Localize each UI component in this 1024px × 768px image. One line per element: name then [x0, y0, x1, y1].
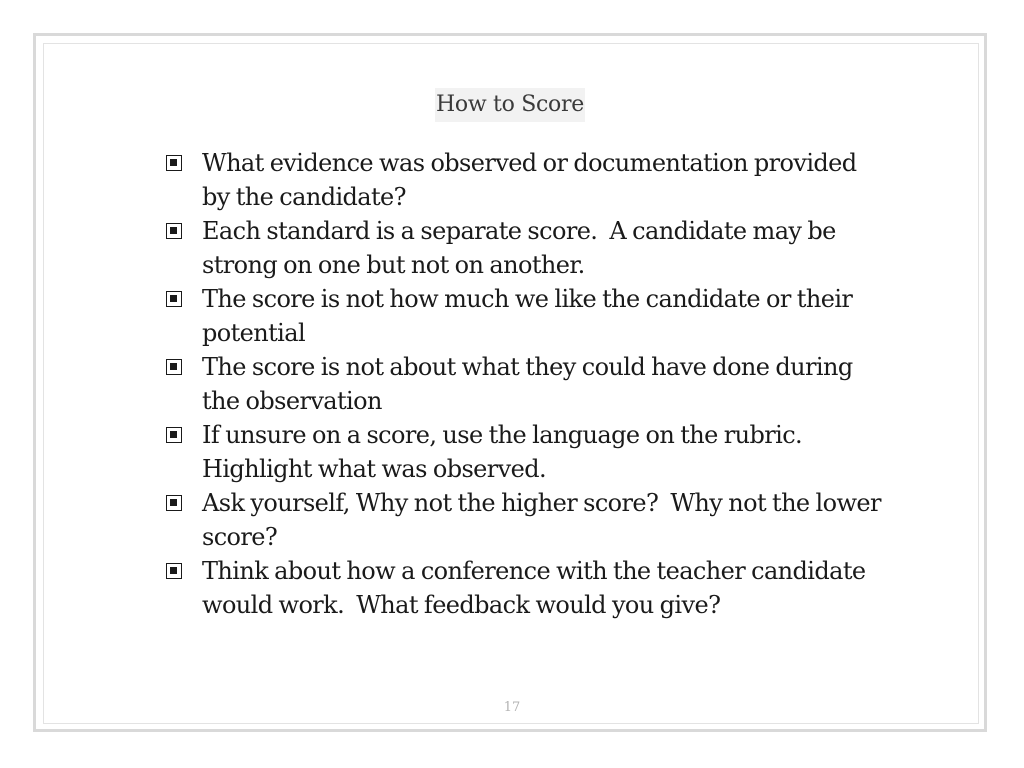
bullet-list — [164, 146, 887, 622]
bullet-item — [164, 214, 884, 282]
bullet-text: What evidence was observed or documentation provided by the candidate? — [202, 149, 863, 211]
slide-title: How to Score — [435, 88, 585, 122]
square-bullet-icon — [166, 427, 182, 443]
square-bullet-icon — [166, 495, 182, 511]
bullet-text: If unsure on a score, use the language on the rubric. Highlight what was observed. — [202, 421, 815, 483]
bullet-text: The score is not about what they could have done during the observation — [202, 353, 859, 415]
square-bullet-icon — [166, 291, 182, 307]
bullet-item — [164, 418, 884, 486]
square-bullet-icon — [166, 563, 182, 579]
bullet-item — [164, 282, 884, 350]
bullet-item — [164, 554, 884, 622]
bullet-text: The score is not how much we like the candidate or their potential — [202, 285, 859, 347]
square-bullet-icon — [166, 223, 182, 239]
bullet-item — [164, 146, 884, 214]
bullet-text: Each standard is a separate score. A candidate may be strong on one but not on another. — [202, 217, 842, 279]
bullet-text: Ask yourself, Why not the higher score? Why not the lower score? — [202, 489, 887, 551]
bullet-item — [164, 486, 887, 554]
bullet-text: Think about how a conference with the teacher candidate would work. What feedback would you give? — [202, 557, 872, 619]
square-bullet-icon — [166, 359, 182, 375]
square-bullet-icon — [166, 155, 182, 171]
bullet-item — [164, 350, 884, 418]
page-number: 17 — [503, 700, 521, 715]
